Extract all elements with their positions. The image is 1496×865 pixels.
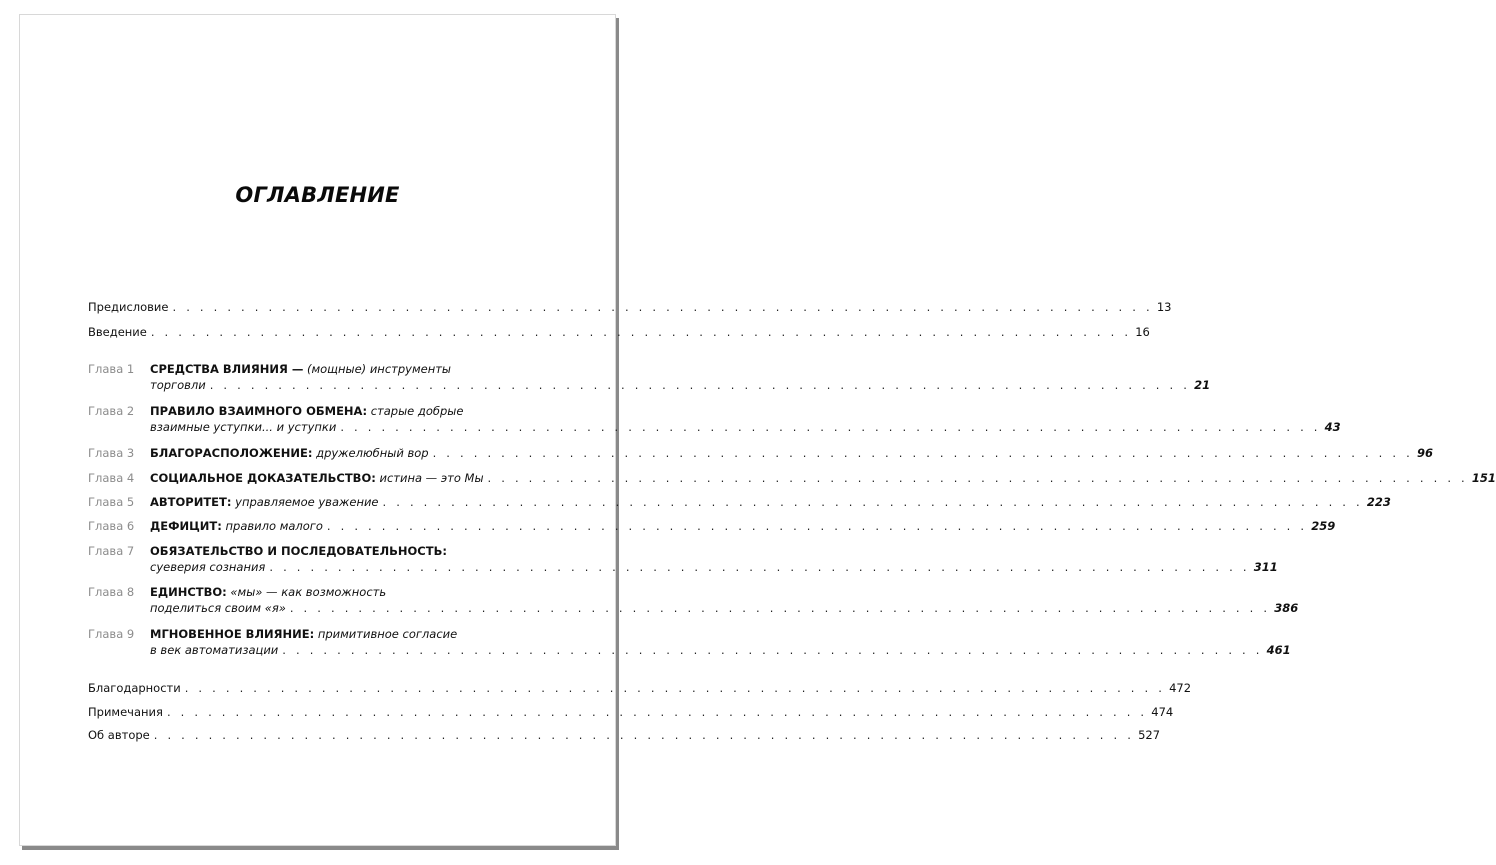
chapter-title: БЛАГОРАСПОЛОЖЕНИЕ: xyxy=(150,446,313,460)
chapter-page: 21 xyxy=(1194,378,1211,392)
toc-entry-page: 474 xyxy=(1151,705,1174,719)
toc-entry-page: 527 xyxy=(1138,728,1161,742)
toc-entry-label: Об авторе xyxy=(88,728,150,742)
leader-dots xyxy=(488,470,1468,486)
toc-entry-about-author[interactable] xyxy=(88,727,1161,743)
chapter-subtitle: (мощные) инструменты xyxy=(303,362,451,376)
chapter-number: Глава 8 xyxy=(88,585,135,599)
toc-chapter-4[interactable] xyxy=(88,470,1496,486)
chapter-subtitle: управляемое уважение xyxy=(231,495,379,509)
toc-entry-label: Благодарности xyxy=(88,681,181,695)
toc-chapter-9[interactable] xyxy=(88,626,1291,658)
leader-dots xyxy=(154,727,1134,743)
chapter-title: ДЕФИЦИТ: xyxy=(150,519,222,533)
toc-chapter-7[interactable] xyxy=(88,543,1278,575)
book-page xyxy=(19,14,1496,846)
chapter-subtitle: старые добрые xyxy=(367,404,464,418)
chapter-title: СОЦИАЛЬНОЕ ДОКАЗАТЕЛЬСТВО: xyxy=(150,471,376,485)
toc-chapter-5[interactable] xyxy=(88,494,1391,510)
chapter-page: 386 xyxy=(1274,601,1299,615)
toc-entry-acknowledgements[interactable] xyxy=(88,680,1192,696)
chapter-title: МГНОВЕННОЕ ВЛИЯНИЕ: xyxy=(150,627,315,641)
chapter-number: Глава 9 xyxy=(88,627,135,641)
leader-dots xyxy=(269,559,1249,575)
chapter-page: 96 xyxy=(1416,446,1433,460)
chapter-number: Глава 1 xyxy=(88,362,135,376)
chapter-title: ПРАВИЛО ВЗАИМНОГО ОБМЕНА: xyxy=(150,404,368,418)
chapter-page: 151 xyxy=(1471,471,1496,485)
chapter-subtitle-cont: взаимные уступки... и уступки xyxy=(150,420,337,434)
chapter-page: 43 xyxy=(1324,420,1341,434)
chapter-subtitle-cont: торговли xyxy=(150,378,206,392)
leader-dots xyxy=(383,494,1363,510)
toc-chapter-3[interactable] xyxy=(88,445,1433,461)
chapter-subtitle-cont: в век автоматизации xyxy=(150,643,279,657)
toc-chapter-2[interactable] xyxy=(88,403,1341,435)
page-title: ОГЛАВЛЕНИЕ xyxy=(235,183,400,207)
chapter-number: Глава 4 xyxy=(88,471,135,485)
chapter-subtitle-cont: поделиться своим «я» xyxy=(150,601,286,615)
toc-entry-label: Примечания xyxy=(88,705,163,719)
chapter-title: АВТОРИТЕТ: xyxy=(150,495,232,509)
toc-entry-page: 472 xyxy=(1169,681,1192,695)
chapter-page: 311 xyxy=(1253,560,1278,574)
toc-entry-introduction[interactable] xyxy=(88,324,1150,340)
toc-entry-notes[interactable] xyxy=(88,704,1174,720)
chapter-subtitle: истина — это Мы xyxy=(375,471,484,485)
toc-chapter-1[interactable] xyxy=(88,361,1211,393)
chapter-subtitle: правило малого xyxy=(221,519,323,533)
chapter-subtitle: примитивное согласие xyxy=(314,627,458,641)
leader-dots xyxy=(151,324,1131,340)
chapter-page: 259 xyxy=(1311,519,1336,533)
chapter-number: Глава 7 xyxy=(88,544,135,558)
chapter-subtitle: дружелюбный вор xyxy=(312,446,429,460)
leader-dots xyxy=(167,704,1147,720)
leader-dots xyxy=(185,680,1165,696)
toc-entry-preface[interactable] xyxy=(88,299,1172,315)
chapter-page: 223 xyxy=(1366,495,1391,509)
leader-dots xyxy=(327,518,1307,534)
toc-entry-page: 13 xyxy=(1156,300,1172,314)
toc-chapter-6[interactable] xyxy=(88,518,1336,534)
chapter-subtitle: «мы» — как возможность xyxy=(226,585,387,599)
chapter-page: 461 xyxy=(1266,643,1291,657)
chapter-title: СРЕДСТВА ВЛИЯНИЯ — xyxy=(150,362,304,376)
chapter-title: ОБЯЗАТЕЛЬСТВО И ПОСЛЕДОВАТЕЛЬНОСТЬ: xyxy=(150,544,447,558)
chapter-number: Глава 2 xyxy=(88,404,135,418)
chapter-number: Глава 3 xyxy=(88,446,135,460)
chapter-number: Глава 6 xyxy=(88,519,135,533)
leader-dots xyxy=(282,642,1262,658)
leader-dots xyxy=(433,445,1413,461)
chapter-subtitle-cont: суеверия сознания xyxy=(150,560,266,574)
leader-dots xyxy=(290,600,1270,616)
chapter-number: Глава 5 xyxy=(88,495,135,509)
toc-entry-page: 16 xyxy=(1135,325,1150,339)
toc-entry-label: Введение xyxy=(88,325,147,339)
leader-dots xyxy=(340,419,1320,435)
chapter-title: ЕДИНСТВО: xyxy=(150,585,227,599)
toc-entry-label: Предисловие xyxy=(88,300,169,314)
leader-dots xyxy=(210,377,1190,393)
toc-chapter-8[interactable] xyxy=(88,584,1299,616)
leader-dots xyxy=(172,299,1152,315)
